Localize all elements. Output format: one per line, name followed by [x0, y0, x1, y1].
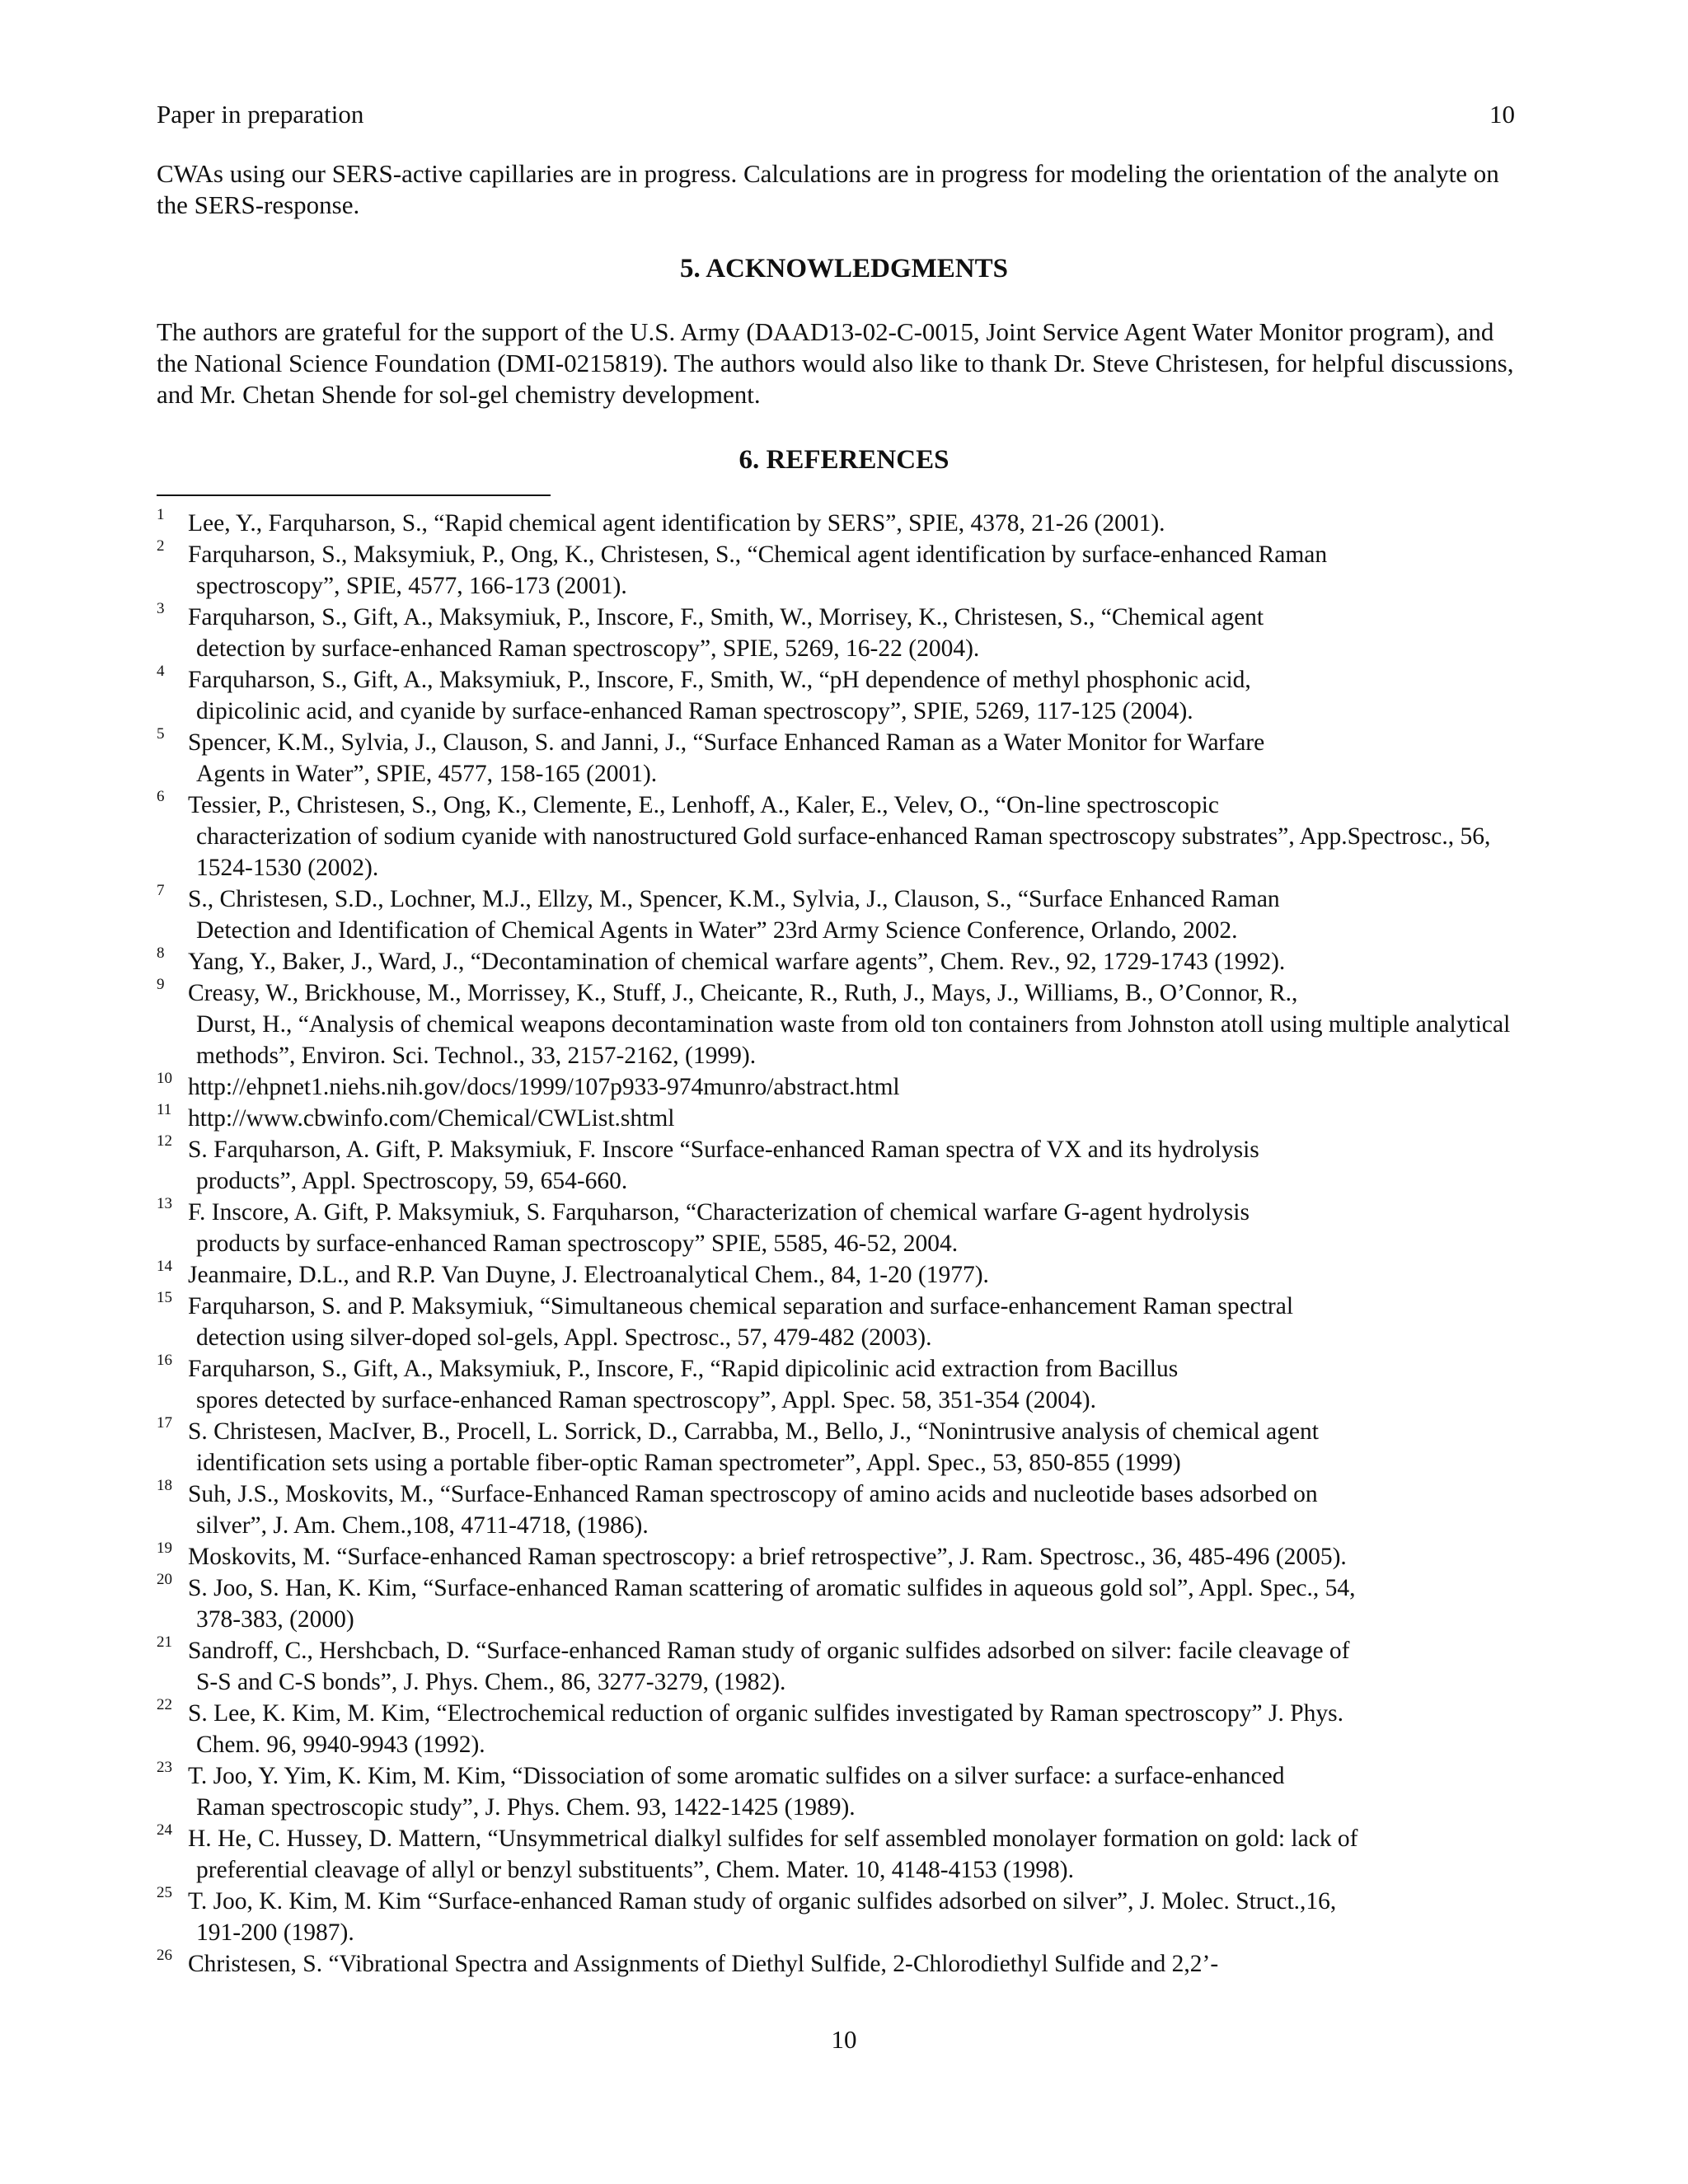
reference-item	[157, 1197, 1525, 1259]
reference-item	[157, 977, 1525, 1071]
reference-item	[157, 727, 1525, 790]
reference-text-continued: products”, Appl. Spectroscopy, 59, 654-660.	[196, 1168, 628, 1194]
reference-number: 3	[157, 600, 165, 617]
reference-item	[157, 790, 1525, 883]
reference-text: Creasy, W., Brickhouse, M., Morrissey, K., Stuff, J., Cheicante, R., Ruth, J., Mays, J., Williams, B., O’Connor, R.,	[188, 980, 1298, 1006]
reference-text-continued: characterization of sodium cyanide with nanostructured Gold surface-enhanced Raman spectroscopy substrates”, App.Spectrosc., 56, 1524-1530 (2002).	[196, 823, 1491, 881]
reference-item	[157, 508, 1525, 539]
reference-item	[157, 1572, 1525, 1635]
running-header: Paper in preparation	[157, 100, 364, 129]
header-page-number: 10	[1489, 100, 1515, 129]
reference-item	[157, 1886, 1525, 1948]
reference-text: http://ehpnet1.niehs.nih.gov/docs/1999/107p933-974munro/abstract.html	[188, 1074, 900, 1100]
reference-item	[157, 664, 1525, 727]
reference-text: Lee, Y., Farquharson, S., “Rapid chemical agent identification by SERS”, SPIE, 4378, 21-26 (2001).	[188, 510, 1165, 537]
reference-text: Farquharson, S. and P. Maksymiuk, “Simultaneous chemical separation and surface-enhancement Raman spectral	[188, 1293, 1294, 1319]
reference-text: Tessier, P., Christesen, S., Ong, K., Clemente, E., Lenhoff, A., Kaler, E., Velev, O., “On-line spectroscopic	[188, 792, 1219, 818]
reference-number: 4	[157, 663, 165, 680]
reference-item	[157, 1541, 1525, 1572]
reference-text-continued: silver”, J. Am. Chem.,108, 4711-4718, (1986).	[196, 1512, 649, 1539]
reference-number: 11	[157, 1101, 172, 1118]
reference-item	[157, 883, 1525, 946]
intro-paragraph: CWAs using our SERS-active capillaries are in progress. Calculations are in progress for modeling the orientation of the analyte on the SERS-response.	[157, 159, 1499, 219]
reference-item	[157, 1103, 1525, 1134]
reference-text: Farquharson, S., Gift, A., Maksymiuk, P., Inscore, F., Smith, W., Morrisey, K., Christesen, S., “Chemical agent	[188, 604, 1264, 630]
reference-number: 9	[157, 976, 165, 993]
reference-text-continued: Durst, H., “Analysis of chemical weapons decontamination waste from old ton containers from Johnston atoll using multiple analytical methods”, Environ. Sci. Technol., 33, 2157-2162, (1999).	[196, 1011, 1511, 1069]
reference-text-continued: Detection and Identification of Chemical Agents in Water” 23rd Army Science Conference, Orlando, 2002.	[196, 917, 1238, 944]
reference-text: Spencer, K.M., Sylvia, J., Clauson, S. and Janni, J., “Surface Enhanced Raman as a Water Monitor for Warfare	[188, 729, 1265, 756]
reference-text: Suh, J.S., Moskovits, M., “Surface-Enhanced Raman spectroscopy of amino acids and nucleotide bases adsorbed on	[188, 1481, 1318, 1507]
reference-number: 17	[157, 1414, 172, 1432]
reference-text: T. Joo, K. Kim, M. Kim “Surface-enhanced Raman study of organic sulfides adsorbed on silver”, J. Molec. Struct.,16,	[188, 1888, 1337, 1915]
reference-text-continued: identification sets using a portable fiber-optic Raman spectrometer”, Appl. Spec., 53, 850-855 (1999)	[196, 1450, 1181, 1476]
reference-item	[157, 946, 1525, 977]
reference-number: 23	[157, 1759, 172, 1776]
reference-number: 14	[157, 1258, 172, 1275]
reference-item	[157, 1698, 1525, 1760]
reference-number: 5	[157, 725, 165, 743]
reference-number: 18	[157, 1477, 172, 1494]
reference-number: 1	[157, 506, 165, 523]
reference-item	[157, 1760, 1525, 1823]
reference-text-continued: Raman spectroscopic study”, J. Phys. Chem. 93, 1422-1425 (1989).	[196, 1794, 856, 1821]
reference-number: 19	[157, 1540, 172, 1557]
reference-text-continued: S-S and C-S bonds”, J. Phys. Chem., 86, 3277-3279, (1982).	[196, 1669, 786, 1695]
reference-text: Farquharson, S., Gift, A., Maksymiuk, P., Inscore, F., “Rapid dipicolinic acid extraction from Bacillus	[188, 1356, 1179, 1382]
reference-text: Yang, Y., Baker, J., Ward, J., “Decontamination of chemical warfare agents”, Chem. Rev., 92, 1729-1743 (1992).	[188, 949, 1286, 975]
acknowledgments-heading: 5. ACKNOWLEDGMENTS	[680, 254, 1008, 284]
reference-item	[157, 1416, 1525, 1479]
reference-item	[157, 602, 1525, 664]
reference-text-continued: preferential cleavage of allyl or benzyl substituents”, Chem. Mater. 10, 4148-4153 (1998).	[196, 1857, 1074, 1883]
reference-text: http://www.cbwinfo.com/Chemical/CWList.shtml	[188, 1105, 675, 1132]
reference-text-continued: Agents in Water”, SPIE, 4577, 158-165 (2001).	[196, 761, 658, 787]
reference-item	[157, 1291, 1525, 1353]
reference-text-continued: detection using silver-doped sol-gels, Appl. Spectrosc., 57, 479-482 (2003).	[196, 1324, 932, 1351]
reference-item	[157, 539, 1525, 602]
reference-item	[157, 1479, 1525, 1541]
reference-text: Farquharson, S., Maksymiuk, P., Ong, K., Christesen, S., “Chemical agent identification by surface-enhanced Raman	[188, 541, 1328, 568]
reference-number: 15	[157, 1289, 172, 1306]
reference-item	[157, 1071, 1525, 1103]
reference-text: T. Joo, Y. Yim, K. Kim, M. Kim, “Dissociation of some aromatic sulfides on a silver surface: a surface-enhanced	[188, 1763, 1285, 1789]
reference-item	[157, 1823, 1525, 1886]
reference-number: 6	[157, 788, 165, 805]
reference-text: Farquharson, S., Gift, A., Maksymiuk, P., Inscore, F., Smith, W., “pH dependence of methyl phosphonic acid,	[188, 667, 1251, 693]
reference-number: 12	[157, 1132, 172, 1150]
reference-text: S. Lee, K. Kim, M. Kim, “Electrochemical reduction of organic sulfides investigated by Raman spectroscopy” J. Phys.	[188, 1700, 1344, 1727]
reference-number: 24	[157, 1821, 172, 1839]
reference-number: 26	[157, 1947, 172, 1964]
reference-item	[157, 1948, 1525, 1980]
reference-text-continued: Chem. 96, 9940-9943 (1992).	[196, 1732, 485, 1758]
reference-number: 2	[157, 537, 165, 555]
reference-number: 22	[157, 1696, 172, 1713]
reference-text: Jeanmaire, D.L., and R.P. Van Duyne, J. Electroanalytical Chem., 84, 1-20 (1977).	[188, 1262, 989, 1288]
footnote-rule	[157, 494, 551, 496]
reference-text: S. Joo, S. Han, K. Kim, “Surface-enhanced Raman scattering of aromatic sulfides in aqueous gold sol”, Appl. Spec., 54,	[188, 1575, 1356, 1601]
reference-number: 21	[157, 1633, 172, 1651]
reference-text-continued: 378-383, (2000)	[196, 1606, 354, 1633]
reference-text-continued: dipicolinic acid, and cyanide by surface-enhanced Raman spectroscopy”, SPIE, 5269, 117-125 (2004).	[196, 698, 1193, 724]
reference-number: 16	[157, 1352, 172, 1369]
reference-number: 7	[157, 882, 165, 899]
reference-item	[157, 1259, 1525, 1291]
reference-text-continued: spores detected by surface-enhanced Raman spectroscopy”, Appl. Spec. 58, 351-354 (2004).	[196, 1387, 1096, 1413]
reference-item	[157, 1353, 1525, 1416]
reference-number: 10	[157, 1070, 172, 1087]
references-heading: 6. REFERENCES	[738, 445, 950, 475]
reference-text: Christesen, S. “Vibrational Spectra and Assignments of Diethyl Sulfide, 2-Chlorodiethyl Sulfide and 2,2’-	[188, 1951, 1219, 1977]
reference-text-continued: 191-200 (1987).	[196, 1919, 354, 1946]
reference-text-continued: detection by surface-enhanced Raman spectroscopy”, SPIE, 5269, 16-22 (2004).	[196, 635, 980, 662]
reference-text-continued: spectroscopy”, SPIE, 4577, 166-173 (2001).	[196, 573, 627, 599]
reference-number: 25	[157, 1884, 172, 1901]
reference-text: H. He, C. Hussey, D. Mattern, “Unsymmetrical dialkyl sulfides for self assembled monolayer formation on gold: lack of	[188, 1825, 1358, 1852]
reference-text: S., Christesen, S.D., Lochner, M.J., Ellzy, M., Spencer, K.M., Sylvia, J., Clauson, S., “Surface Enhanced Raman	[188, 886, 1280, 912]
reference-number: 13	[157, 1195, 172, 1212]
reference-text: F. Inscore, A. Gift, P. Maksymiuk, S. Farquharson, “Characterization of chemical warfare G-agent hydrolysis	[188, 1199, 1250, 1226]
references-list	[157, 508, 1525, 1980]
reference-text-continued: products by surface-enhanced Raman spectroscopy” SPIE, 5585, 46-52, 2004.	[196, 1230, 959, 1257]
footer-page-number: 10	[831, 2025, 857, 2054]
reference-text: Sandroff, C., Hershcbach, D. “Surface-enhanced Raman study of organic sulfides adsorbed on silver: facile cleavage of	[188, 1638, 1350, 1664]
reference-text: S. Christesen, MacIver, B., Procell, L. Sorrick, D., Carrabba, M., Bello, J., “Nonintrusive analysis of chemical agent	[188, 1418, 1319, 1445]
reference-number: 20	[157, 1571, 172, 1588]
reference-item	[157, 1134, 1525, 1197]
reference-text: S. Farquharson, A. Gift, P. Maksymiuk, F. Inscore “Surface-enhanced Raman spectra of VX and its hydrolysis	[188, 1137, 1259, 1163]
reference-number: 8	[157, 944, 165, 962]
acknowledgments-paragraph: The authors are grateful for the support of the U.S. Army (DAAD13-02-C-0015, Joint Service Agent Water Monitor program), and the National Science Foundation (DMI-0215819). The authors would also like to thank Dr. Steve Christesen, for helpful discussions, and Mr. Chetan Shende for sol-gel chemistry development.	[157, 317, 1514, 409]
reference-text: Moskovits, M. “Surface-enhanced Raman spectroscopy: a brief retrospective”, J. Ram. Spectrosc., 36, 485-496 (2005).	[188, 1544, 1347, 1570]
reference-item	[157, 1635, 1525, 1698]
